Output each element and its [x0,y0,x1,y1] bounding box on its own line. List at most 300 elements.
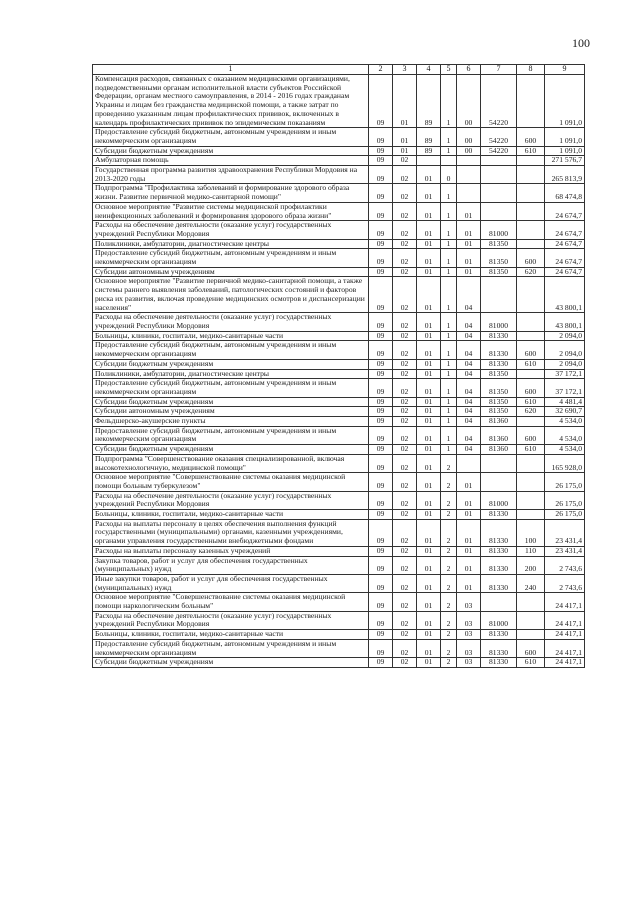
activity-code-cell: 03 [457,639,481,657]
expense-type-cell [517,313,545,331]
table-row [93,156,585,166]
subprogram-code-cell: 2 [441,491,457,509]
amount-cell: 2 743,6 [545,556,585,574]
program-code-cell: 01 [417,313,441,331]
activity-code-cell: 00 [457,128,481,146]
program-code-cell: 01 [417,166,441,184]
direction-code-cell: 81330 [481,556,517,574]
direction-code-cell [481,202,517,220]
row-name-cell: Субсидии автономным учреждениям [93,267,369,277]
amount-cell: 24 417,1 [545,630,585,640]
section-code-cell: 09 [369,277,393,313]
row-name-cell: Предоставление субсидий бюджетным, автономным учреждениям и иным некоммерческим организациям [93,128,369,146]
section-code-cell: 09 [369,658,393,668]
subsection-code-cell: 02 [393,574,417,592]
amount-cell: 43 800,1 [545,313,585,331]
direction-code-cell: 81330 [481,574,517,592]
row-name-cell: Субсидии бюджетным учреждениям [93,146,369,156]
table-row [93,491,585,509]
direction-code-cell [481,156,517,166]
row-name-cell: Подпрограмма "Совершенствование оказания специализированной, включая высокотехнологичную, медицинской помощи" [93,454,369,472]
subsection-code-cell: 02 [393,202,417,220]
subsection-code-cell: 02 [393,331,417,341]
activity-code-cell: 04 [457,426,481,444]
table-row [93,519,585,546]
amount-cell: 43 800,1 [545,277,585,313]
table-row [93,445,585,455]
expense-type-cell [517,454,545,472]
subsection-code-cell: 02 [393,184,417,202]
activity-code-cell: 01 [457,239,481,249]
subsection-code-cell: 02 [393,341,417,359]
expense-type-cell: 600 [517,341,545,359]
section-code-cell: 09 [369,397,393,407]
direction-code-cell: 81330 [481,341,517,359]
subsection-code-cell: 02 [393,156,417,166]
activity-code-cell: 04 [457,313,481,331]
subprogram-code-cell: 1 [441,277,457,313]
row-name-cell: Расходы на обеспечение деятельности (оказание услуг) государственных учреждений Республики Мордовия [93,313,369,331]
subprogram-code-cell: 2 [441,658,457,668]
activity-code-cell: 00 [457,75,481,128]
subsection-code-cell: 02 [393,379,417,397]
row-name-cell: Расходы на обеспечение деятельности (оказание услуг) государственных учреждений Республики Мордовия [93,221,369,239]
subprogram-code-cell: 1 [441,426,457,444]
subsection-code-cell: 02 [393,417,417,427]
program-code-cell: 01 [417,546,441,556]
table-row [93,546,585,556]
expense-type-cell [517,331,545,341]
subsection-code-cell: 02 [393,519,417,546]
row-name-cell: Предоставление субсидий бюджетным, автономным учреждениям и иным некоммерческим организациям [93,249,369,267]
section-code-cell: 09 [369,574,393,592]
table-row [93,556,585,574]
direction-code-cell: 81350 [481,379,517,397]
amount-cell: 4 481,4 [545,397,585,407]
amount-cell: 24 417,1 [545,611,585,629]
subprogram-code-cell: 1 [441,341,457,359]
activity-code-cell: 04 [457,379,481,397]
expense-type-cell: 600 [517,128,545,146]
amount-cell: 165 928,0 [545,454,585,472]
row-name-cell: Больницы, клиники, госпитали, медико-санитарные части [93,630,369,640]
program-code-cell: 89 [417,128,441,146]
amount-cell: 32 690,7 [545,407,585,417]
subsection-code-cell: 02 [393,221,417,239]
subprogram-code-cell: 1 [441,146,457,156]
section-code-cell: 09 [369,184,393,202]
program-code-cell: 01 [417,639,441,657]
amount-cell: 1 091,0 [545,75,585,128]
expense-type-cell [517,239,545,249]
activity-code-cell [457,454,481,472]
program-code-cell: 89 [417,146,441,156]
section-code-cell: 09 [369,417,393,427]
row-name-cell: Подпрограмма "Профилактика заболеваний и формирование здорового образа жизни. Развитие первичной медико-санитарной помощи" [93,184,369,202]
table-row [93,369,585,379]
section-code-cell: 09 [369,359,393,369]
subprogram-code-cell: 1 [441,249,457,267]
activity-code-cell: 03 [457,593,481,611]
program-code-cell: 01 [417,359,441,369]
activity-code-cell: 03 [457,630,481,640]
row-name-cell: Предоставление субсидий бюджетным, автономным учреждениям и иным некоммерческим организациям [93,639,369,657]
subsection-code-cell: 02 [393,491,417,509]
activity-code-cell: 01 [457,510,481,520]
section-code-cell: 09 [369,491,393,509]
program-code-cell: 01 [417,658,441,668]
program-code-cell: 01 [417,407,441,417]
program-code-cell: 01 [417,369,441,379]
direction-code-cell: 81350 [481,267,517,277]
subprogram-code-cell: 1 [441,239,457,249]
column-header: 1 [93,65,369,75]
amount-cell: 24 674,7 [545,249,585,267]
subprogram-code-cell: 1 [441,407,457,417]
amount-cell: 2 094,0 [545,359,585,369]
subprogram-code-cell: 2 [441,630,457,640]
amount-cell: 2 743,6 [545,574,585,592]
subprogram-code-cell: 1 [441,128,457,146]
table-row [93,397,585,407]
row-name-cell: Компенсация расходов, связанных с оказанием медицинскими организациями, подведомственными органам исполнительной власти субъектов Российской Федерации, органам местного самоуправления, в 2014 - 2016 годах гражданам Украины и лицам без гражданства медицинской помощи, а также затрат по проведению указанным лицам профилактических прививок, включенных в календарь профилактических прививок по эпидемическим показаниям [93,75,369,128]
section-code-cell: 09 [369,426,393,444]
row-name-cell: Расходы на выплаты персоналу в целях обеспечения выполнения функций государственными (муниципальными) органами, казенными учреждениями, органами управления государственными внебюджетными фондами [93,519,369,546]
amount-cell: 24 674,7 [545,239,585,249]
table-row [93,146,585,156]
amount-cell: 26 175,0 [545,491,585,509]
direction-code-cell: 81000 [481,491,517,509]
direction-code-cell [481,593,517,611]
expense-type-cell [517,491,545,509]
column-header: 4 [417,65,441,75]
section-code-cell: 09 [369,202,393,220]
table-row [93,239,585,249]
activity-code-cell: 04 [457,407,481,417]
section-code-cell: 09 [369,630,393,640]
program-code-cell: 01 [417,611,441,629]
activity-code-cell: 03 [457,658,481,668]
direction-code-cell: 81330 [481,546,517,556]
row-name-cell: Субсидии бюджетным учреждениям [93,658,369,668]
expense-type-cell: 620 [517,267,545,277]
expense-type-cell: 600 [517,379,545,397]
amount-cell: 37 172,1 [545,379,585,397]
row-name-cell: Основное мероприятие "Совершенствование системы оказания медицинской помощи наркологическим больным" [93,593,369,611]
subprogram-code-cell: 2 [441,611,457,629]
subprogram-code-cell: 2 [441,510,457,520]
expense-type-cell: 610 [517,146,545,156]
expense-type-cell [517,166,545,184]
row-name-cell: Субсидии автономным учреждениям [93,407,369,417]
table-row [93,473,585,491]
section-code-cell: 09 [369,407,393,417]
direction-code-cell: 54220 [481,75,517,128]
subprogram-code-cell: 1 [441,184,457,202]
row-name-cell: Амбулаторная помощь [93,156,369,166]
program-code-cell: 01 [417,593,441,611]
activity-code-cell: 04 [457,417,481,427]
subsection-code-cell: 02 [393,369,417,379]
column-header: 5 [441,65,457,75]
subprogram-code-cell: 2 [441,519,457,546]
row-name-cell: Государственная программа развития здравоохранения Республики Мордовия на 2013-2020 годы [93,166,369,184]
amount-cell: 26 175,0 [545,510,585,520]
subsection-code-cell: 02 [393,249,417,267]
row-name-cell: Предоставление субсидий бюджетным, автономным учреждениям и иным некоммерческим организациям [93,341,369,359]
subprogram-code-cell: 2 [441,639,457,657]
amount-cell: 24 417,1 [545,639,585,657]
section-code-cell: 09 [369,510,393,520]
direction-code-cell: 81330 [481,658,517,668]
activity-code-cell: 00 [457,146,481,156]
expense-type-cell [517,611,545,629]
section-code-cell: 09 [369,166,393,184]
subprogram-code-cell [441,156,457,166]
subsection-code-cell: 02 [393,166,417,184]
column-header: 3 [393,65,417,75]
activity-code-cell: 01 [457,574,481,592]
table-row [93,359,585,369]
section-code-cell: 09 [369,146,393,156]
subprogram-code-cell: 1 [441,445,457,455]
amount-cell: 1 091,0 [545,146,585,156]
program-code-cell: 01 [417,426,441,444]
subprogram-code-cell: 2 [441,574,457,592]
subsection-code-cell: 02 [393,454,417,472]
activity-code-cell: 04 [457,397,481,407]
section-code-cell: 09 [369,156,393,166]
section-code-cell: 09 [369,221,393,239]
section-code-cell: 09 [369,454,393,472]
expense-type-cell [517,417,545,427]
table-body [93,75,585,668]
table-row [93,184,585,202]
row-name-cell: Расходы на выплаты персоналу казенных учреждений [93,546,369,556]
program-code-cell: 01 [417,556,441,574]
subsection-code-cell: 02 [393,556,417,574]
activity-code-cell: 01 [457,546,481,556]
row-name-cell: Фельдшерско-акушерские пункты [93,417,369,427]
program-code-cell: 01 [417,331,441,341]
section-code-cell: 09 [369,249,393,267]
subsection-code-cell: 02 [393,546,417,556]
section-code-cell: 09 [369,473,393,491]
program-code-cell: 01 [417,379,441,397]
subprogram-code-cell: 1 [441,313,457,331]
direction-code-cell: 81350 [481,397,517,407]
row-name-cell: Поликлиники, амбулатории, диагностические центры [93,239,369,249]
program-code-cell [417,156,441,166]
amount-cell: 23 431,4 [545,546,585,556]
section-code-cell: 09 [369,556,393,574]
column-header: 8 [517,65,545,75]
table-row [93,221,585,239]
subsection-code-cell: 02 [393,639,417,657]
amount-cell: 2 094,0 [545,341,585,359]
subprogram-code-cell: 1 [441,75,457,128]
activity-code-cell: 03 [457,611,481,629]
subsection-code-cell: 02 [393,359,417,369]
expense-type-cell [517,630,545,640]
subsection-code-cell: 02 [393,510,417,520]
subprogram-code-cell: 1 [441,417,457,427]
section-code-cell: 09 [369,239,393,249]
amount-cell: 4 534,0 [545,445,585,455]
row-name-cell: Предоставление субсидий бюджетным, автономным учреждениям и иным некоммерческим организациям [93,379,369,397]
program-code-cell: 01 [417,473,441,491]
subsection-code-cell: 02 [393,277,417,313]
table-row [93,593,585,611]
subsection-code-cell: 02 [393,426,417,444]
expense-type-cell: 600 [517,426,545,444]
direction-code-cell [481,166,517,184]
row-name-cell: Расходы на обеспечение деятельности (оказание услуг) государственных учреждений Республики Мордовия [93,491,369,509]
table-row [93,658,585,668]
direction-code-cell: 81000 [481,611,517,629]
program-code-cell: 01 [417,397,441,407]
amount-cell: 24 674,7 [545,221,585,239]
table-row [93,202,585,220]
subprogram-code-cell: 1 [441,221,457,239]
direction-code-cell: 81350 [481,369,517,379]
table-row [93,277,585,313]
expense-type-cell [517,75,545,128]
direction-code-cell: 81360 [481,417,517,427]
table-row [93,249,585,267]
section-code-cell: 09 [369,267,393,277]
program-code-cell: 01 [417,630,441,640]
program-code-cell: 89 [417,75,441,128]
activity-code-cell: 01 [457,249,481,267]
subsection-code-cell: 02 [393,593,417,611]
table-row [93,407,585,417]
table-row [93,630,585,640]
subsection-code-cell: 02 [393,445,417,455]
activity-code-cell [457,184,481,202]
direction-code-cell [481,454,517,472]
subprogram-code-cell: 1 [441,397,457,407]
table-row [93,267,585,277]
section-code-cell: 09 [369,519,393,546]
program-code-cell: 01 [417,454,441,472]
program-code-cell: 01 [417,445,441,455]
activity-code-cell: 04 [457,341,481,359]
table-row [93,426,585,444]
activity-code-cell: 04 [457,369,481,379]
row-name-cell: Основное мероприятие "Совершенствование системы оказания медицинской помощи больным туберкулезом" [93,473,369,491]
expense-type-cell [517,593,545,611]
section-code-cell: 09 [369,331,393,341]
program-code-cell: 01 [417,491,441,509]
direction-code-cell: 81330 [481,510,517,520]
subsection-code-cell: 02 [393,239,417,249]
expense-type-cell: 610 [517,397,545,407]
row-name-cell: Расходы на обеспечение деятельности (оказание услуг) государственных учреждений Республики Мордовия [93,611,369,629]
activity-code-cell: 01 [457,267,481,277]
page-number: 100 [572,36,590,50]
subprogram-code-cell: 2 [441,556,457,574]
program-code-cell: 01 [417,267,441,277]
table-row [93,331,585,341]
expense-type-cell [517,473,545,491]
subprogram-code-cell: 2 [441,454,457,472]
amount-cell: 68 474,8 [545,184,585,202]
direction-code-cell: 81330 [481,630,517,640]
amount-cell: 24 674,7 [545,267,585,277]
subsection-code-cell: 01 [393,128,417,146]
amount-cell: 24 417,1 [545,593,585,611]
table-row [93,75,585,128]
subsection-code-cell: 02 [393,267,417,277]
expense-type-cell: 610 [517,359,545,369]
program-code-cell: 01 [417,202,441,220]
activity-code-cell: 01 [457,556,481,574]
column-header: 2 [369,65,393,75]
row-name-cell: Закупка товаров, работ и услуг для обеспечения государственных (муниципальных) нужд [93,556,369,574]
section-code-cell: 09 [369,379,393,397]
amount-cell: 37 172,1 [545,369,585,379]
section-code-cell: 09 [369,75,393,128]
expense-type-cell: 110 [517,546,545,556]
activity-code-cell: 01 [457,519,481,546]
column-header: 7 [481,65,517,75]
subprogram-code-cell: 1 [441,267,457,277]
activity-code-cell: 01 [457,221,481,239]
activity-code-cell: 04 [457,359,481,369]
expense-type-cell: 600 [517,639,545,657]
section-code-cell: 09 [369,341,393,359]
amount-cell: 4 534,0 [545,426,585,444]
subsection-code-cell: 02 [393,658,417,668]
row-name-cell: Субсидии бюджетным учреждениям [93,359,369,369]
subprogram-code-cell: 1 [441,369,457,379]
amount-cell: 26 175,0 [545,473,585,491]
table-row [93,417,585,427]
subprogram-code-cell: 1 [441,379,457,397]
amount-cell: 2 094,0 [545,331,585,341]
table-row [93,166,585,184]
table-row [93,611,585,629]
subprogram-code-cell: 2 [441,473,457,491]
direction-code-cell: 81350 [481,407,517,417]
subprogram-code-cell: 1 [441,331,457,341]
amount-cell: 23 431,4 [545,519,585,546]
row-name-cell: Поликлиники, амбулатории, диагностические центры [93,369,369,379]
program-code-cell: 01 [417,221,441,239]
expense-type-cell: 610 [517,445,545,455]
expense-type-cell: 100 [517,519,545,546]
expense-type-cell [517,202,545,220]
expense-type-cell [517,156,545,166]
table-row [93,341,585,359]
direction-code-cell: 81330 [481,639,517,657]
activity-code-cell [457,166,481,184]
subprogram-code-cell: 2 [441,593,457,611]
direction-code-cell: 54220 [481,146,517,156]
direction-code-cell: 54220 [481,128,517,146]
program-code-cell: 01 [417,417,441,427]
direction-code-cell [481,473,517,491]
expense-type-cell: 620 [517,407,545,417]
subprogram-code-cell: 2 [441,546,457,556]
subsection-code-cell: 02 [393,630,417,640]
table-row [93,379,585,397]
expense-type-cell [517,184,545,202]
column-header: 6 [457,65,481,75]
subsection-code-cell: 01 [393,75,417,128]
expense-type-cell [517,277,545,313]
